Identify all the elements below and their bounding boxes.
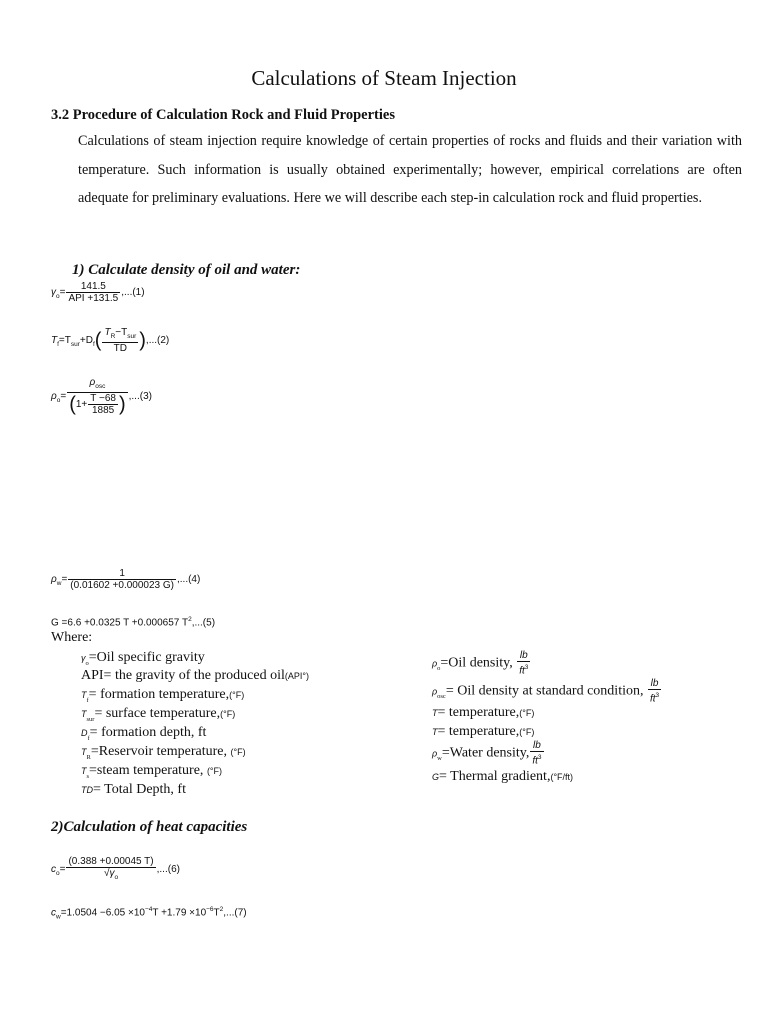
def-frac-exp: 3 (655, 692, 660, 699)
eq7-lhs-sub: w (56, 913, 61, 921)
eq2-close-paren: ) (139, 329, 146, 352)
eq6-tag: ,...(6) (156, 864, 180, 876)
def-frac-exp: 3 (524, 664, 529, 671)
eq3-numerator (67, 377, 127, 392)
def-unit: (°F) (519, 708, 535, 718)
def-unit: (°F) (206, 766, 223, 776)
eq7-part-c: T (213, 907, 220, 919)
def-frac-exp: 3 (537, 754, 542, 761)
def-symbol: ρ (432, 748, 438, 759)
eq1-lhs: γ (51, 287, 56, 299)
def-text: = Oil density at standard condition, (445, 683, 647, 699)
eq3-lhs-sub: o (56, 397, 61, 405)
equation-6: $c_o=$ $\frac{(0.388 +0.00045 T)}{√\gamma_o}$ ,...(6) (51, 856, 180, 881)
eq3-inner-numerator: T −68 (90, 393, 116, 404)
eq7-exp-b: −6 (206, 906, 214, 913)
eq7-exp-c: 2 (219, 906, 224, 913)
eq5-exponent: 2 (188, 616, 192, 623)
definition-gamma-o (81, 650, 205, 667)
def-text: API= the gravity of the produced oil (81, 668, 285, 683)
definition-tf (81, 687, 244, 704)
def-unit: (°F) (230, 747, 246, 757)
def-frac-num: lb (533, 740, 541, 751)
eq7-lhs: c (51, 907, 56, 919)
eq3-denominator (67, 392, 127, 416)
page-title: Calculations of Steam Injection (251, 66, 517, 90)
def-symbol: T (81, 709, 87, 719)
eq7-part-a: =1.0504 −6.05 ×10 (60, 907, 145, 919)
eq4-numerator: 1 (119, 568, 125, 579)
def-text: = formation temperature, (88, 687, 230, 702)
def-unit-fraction (530, 740, 543, 766)
eq3-fraction (67, 377, 127, 416)
eq4-lhs: ρ (51, 574, 57, 586)
def-symbol: ρ (432, 658, 438, 669)
eq5-body: G =6.6 +0.0325 T +0.000657 T (51, 617, 189, 629)
def-unit: (°F) (519, 727, 535, 737)
eq2-term-b-sub: f (92, 341, 95, 349)
eq6-numerator: (0.388 +0.00045 T) (68, 856, 154, 867)
definition-tsur (81, 706, 235, 723)
eq4-tag: ,...(4) (176, 574, 201, 586)
eq6-lhs: c (51, 864, 56, 876)
eq2-lhs-sub: f (57, 341, 59, 349)
eq4-fraction (68, 568, 176, 591)
def-text: = formation depth, ft (89, 725, 207, 740)
def-text: =steam temperature, (89, 763, 207, 778)
eq2-term-a: =T (58, 335, 71, 347)
def-text: = temperature, (437, 705, 520, 720)
definition-rho-w (432, 740, 545, 766)
eq4-lhs-sub: w (56, 580, 62, 588)
def-symbol: T (432, 708, 438, 718)
def-symbol-sub: o (85, 659, 89, 667)
definition-tr (81, 744, 246, 761)
step1-heading: 1) Calculate density of oil and water: (72, 262, 301, 278)
eq2-num-a: T (104, 327, 111, 338)
definition-t-2 (432, 724, 534, 740)
def-symbol: γ (81, 653, 86, 663)
eq2-term-a-sub: sur (70, 341, 80, 349)
eq7-exp-a: −4 (144, 906, 153, 913)
eq2-numerator (102, 327, 138, 342)
def-text: = Thermal gradient, (439, 769, 551, 784)
equation-1: $\gamma_o=$ $\frac{141.5}{\text{API +131.5}}$ ,...(1) (51, 281, 145, 304)
intro-paragraph: Calculations of steam injection require knowledge of certain properties of rocks and fluids and their variation with temperature. Such information is usually obtained experimentally; however, empirical correlations are often adequate for preliminary evaluations. Here we will describe each step-in calculation rock and fluid properties. (78, 133, 742, 206)
eq3-lhs: ρ (51, 391, 57, 403)
def-symbol: T (432, 727, 438, 737)
def-symbol: T (81, 747, 87, 757)
def-symbol-sub: s (86, 772, 90, 780)
def-symbol-sub: osc (437, 693, 446, 701)
eq5-tag: ,...(5) (191, 617, 216, 629)
def-text: =Water density, (441, 745, 530, 761)
eq1-numerator: 141.5 (80, 281, 106, 292)
def-symbol-sub: f (87, 734, 90, 742)
def-symbol-sub: w (437, 755, 442, 763)
eq2-num-b: −T (115, 327, 128, 338)
def-text: =Oil density, (440, 655, 517, 671)
equation-2 (51, 327, 169, 354)
section-heading: 3.2 Procedure of Calculation Rock and Fluid Properties (51, 107, 395, 123)
eq6-sqrt: √γ (103, 868, 115, 879)
def-symbol: TD (81, 785, 93, 795)
definition-api (81, 668, 309, 684)
def-frac-den: ft (649, 693, 656, 705)
eq1-lhs-sub: o (56, 293, 60, 301)
def-text: = surface temperature, (94, 706, 221, 721)
step2-heading: 2)Calculation of heat capacities (51, 819, 248, 835)
eq3-inner-fraction (88, 393, 118, 416)
equation-3: $\rho_o=$ $\rho_{osc}$ (1+ $\frac{T -68}{1885}$ ) ,...(3) (51, 377, 152, 416)
def-unit: (°F/ft) (550, 772, 574, 782)
def-text: = Total Depth, ft (93, 782, 186, 797)
eq3-num-sub: osc (95, 383, 106, 390)
def-text: =Oil specific gravity (88, 650, 205, 665)
def-symbol-sub: sur (86, 715, 95, 723)
eq3-inner-denominator: 1885 (88, 404, 118, 416)
def-frac-num: lb (650, 678, 659, 689)
eq3-open-paren: ( (69, 393, 76, 416)
def-symbol: T (81, 690, 87, 700)
def-unit-fraction (648, 678, 661, 704)
equation-4: $\rho_w=$ $\frac{1}{(0.01602 +0.000023 G)}$ ,...(4) (51, 568, 201, 591)
eq4-denominator: (0.01602 +0.000023 G) (70, 580, 174, 591)
def-unit: (API°) (284, 671, 309, 681)
def-symbol-sub: f (86, 696, 89, 704)
eq3-inner-lead: 1+ (75, 399, 88, 411)
eq6-sqrt-sub: o (114, 874, 119, 881)
eq3-tag: ,...(3) (128, 391, 152, 403)
eq2-num-a-sub: R (110, 333, 116, 340)
eq2-fraction (102, 327, 138, 354)
eq6-fraction (66, 856, 155, 883)
def-text: =Reservoir temperature, (90, 744, 231, 759)
eq3-close-paren: ) (118, 393, 126, 416)
def-symbol: ρ (432, 686, 438, 697)
def-frac-den: ft (519, 665, 525, 677)
where-label: Where: (51, 630, 93, 645)
eq7-part-b: T +1.79 ×10 (152, 907, 207, 919)
eq1-fraction (66, 281, 120, 304)
eq6-denominator (66, 867, 155, 883)
def-symbol: T (81, 766, 87, 776)
def-frac-num: lb (519, 650, 528, 661)
eq1-tag: ,...(1) (121, 287, 145, 299)
definition-rho-osc (432, 678, 662, 704)
eq3-num: ρ (89, 377, 96, 388)
eq2-term-b: +D (79, 335, 93, 347)
eq2-open-paren: ( (94, 329, 102, 352)
definition-df (81, 725, 206, 742)
def-symbol: G (432, 772, 440, 782)
equation-7 (51, 906, 247, 920)
def-unit: (°F) (229, 690, 245, 700)
def-symbol: D (81, 728, 88, 738)
eq2-denominator: TD (102, 342, 138, 354)
def-unit: (°F) (220, 709, 236, 719)
definition-t-1 (432, 705, 534, 721)
eq1-denominator: API +131.5 (68, 293, 119, 304)
definition-g (432, 769, 573, 785)
equation-5 (51, 616, 215, 628)
def-text: = temperature, (437, 724, 520, 739)
def-symbol-sub: o (437, 665, 441, 673)
eq2-num-b-sub: sur (127, 333, 137, 340)
definition-ts (81, 763, 222, 780)
eq7-tag: ,...(7) (223, 907, 247, 919)
eq2-lhs: T (51, 335, 58, 347)
def-unit-fraction (517, 650, 530, 676)
definition-td (81, 782, 186, 798)
eq2-tag: ,...(2) (145, 335, 170, 347)
eq6-lhs-sub: o (56, 870, 60, 878)
definition-rho-o (432, 650, 531, 676)
def-symbol-sub: R (86, 753, 91, 761)
def-frac-den: ft (532, 755, 538, 767)
